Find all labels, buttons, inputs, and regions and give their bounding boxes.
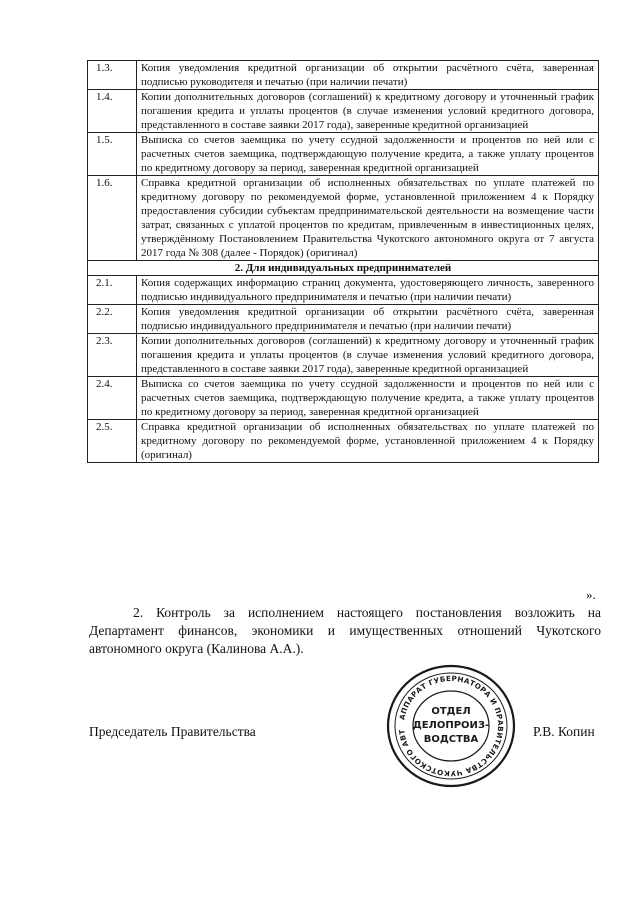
table-row — [88, 276, 599, 305]
row-number: 2.4. — [88, 377, 137, 420]
stamp-ring-text: АППАРАТ ГУБЕРНАТОРА И ПРАВИТЕЛЬСТВА ЧУКОТСКОГО АВТ — [397, 673, 506, 779]
row-text: Копии дополнительных договоров (соглашений) к кредитному договору и уточненный график погашения кредита и уплаты процентов (в случае изменения условий кредитного договора, представленного в составе заявки 2017 года), заверенные кредитной организацией — [137, 90, 599, 133]
stamp-line-2: ДЕЛОПРОИЗ- — [412, 720, 490, 731]
table-row — [88, 420, 599, 463]
table-row — [88, 334, 599, 377]
table-row — [88, 133, 599, 176]
table-row — [88, 176, 599, 261]
stamp-seal-icon — [385, 664, 517, 788]
row-text: Копия уведомления кредитной организации об открытии расчётного счёта, заверенная подписью индивидуального предпринимателя и печатью (при наличии печати) — [137, 305, 599, 334]
section-title: 2. Для индивидуальных предпринимателей — [88, 261, 599, 276]
row-text: Справка кредитной организации об исполненных обязательствах по уплате платежей по кредитному договору по рекомендуемой форме, установленной приложением 4 к Порядку (оригинал) — [137, 420, 599, 463]
row-text: Копии дополнительных договоров (соглашений) к кредитному договору и уточненный график погашения кредита и уплаты процентов (в случае изменения условий кредитного договора, представленного в составе заявки 2017 года), заверенные кредитной организацией — [137, 334, 599, 377]
table-row — [88, 305, 599, 334]
signatory-name: Р.В. Копин — [533, 724, 595, 739]
section-header-row — [88, 261, 599, 276]
row-text: Выписка со счетов заемщика по учету ссудной задолженности и процентов по ней или с расчетных счетов заемщика, подтверждающую получение кредита, а также уплату процентов по кредитному договору за период, заверенная кредитной организацией — [137, 133, 599, 176]
row-number: 1.3. — [88, 61, 137, 90]
row-number: 1.5. — [88, 133, 137, 176]
table-row — [88, 377, 599, 420]
office-stamp — [385, 664, 517, 788]
row-text: Копия содержащих информацию страниц документа, удостоверяющего личность, заверенного подписью индивидуального предпринимателя и печатью (при наличии печати) — [137, 276, 599, 305]
table-row — [88, 90, 599, 133]
stamp-line-1: ОТДЕЛ — [431, 706, 471, 717]
row-number: 2.3. — [88, 334, 137, 377]
row-number: 2.5. — [88, 420, 137, 463]
row-number: 1.6. — [88, 176, 137, 261]
table-row — [88, 61, 599, 90]
signatory-position: Председатель Правительства — [89, 724, 256, 739]
row-text: Копия уведомления кредитной организации об открытии расчётного счёта, заверенная подписью руководителя и печатью (при наличии печати) — [137, 61, 599, 90]
closing-quote: ». — [586, 587, 596, 602]
row-number: 1.4. — [88, 90, 137, 133]
row-text: Выписка со счетов заемщика по учету ссудной задолженности и процентов по ней или с расчетных счетов заемщика, подтверждающую получение кредита, а также уплату процентов по кредитному договору за период, заверенная кредитной организацией — [137, 377, 599, 420]
documents-table — [87, 60, 599, 463]
row-number: 2.1. — [88, 276, 137, 305]
row-number: 2.2. — [88, 305, 137, 334]
stamp-line-3: ВОДСТВА — [423, 734, 479, 745]
row-text: Справка кредитной организации об исполненных обязательствах по уплате платежей по кредитному договору по рекомендуемой форме, установленной приложением 4 к Порядку предоставления субсидии субъектам предпринимательской деятельности на возмещение части затрат, связанных с уплатой процентов по кредитам, привлеченным в инвестиционных целях, утверждённому Постановлением Правительства Чукотского автономного округа от 7 августа 2017 года № 308 (далее - Порядок) (оригинал) — [137, 176, 599, 261]
control-paragraph: 2. Контроль за исполнением настоящего постановления возложить на Департамент финансов, экономики и имущественных отношений Чукотского автономного округа (Калинова А.А.). — [89, 605, 601, 656]
